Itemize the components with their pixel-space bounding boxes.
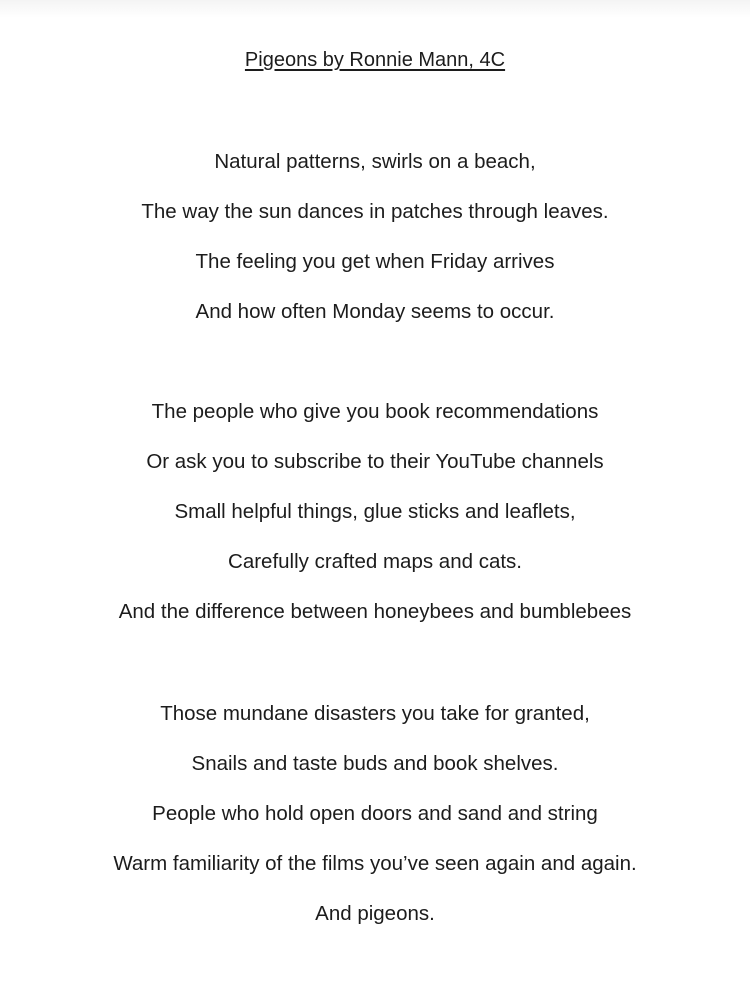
stanza-2-line-1: The people who give you book recommendations — [151, 400, 599, 423]
poem-title-text: Pigeons by Ronnie Mann, 4C — [244, 49, 506, 71]
stanza-3-line-1: Those mundane disasters you take for granted, — [160, 702, 590, 725]
stanza-1-line-1: Natural patterns, swirls on a beach, — [214, 150, 536, 173]
stanza-1-line-2: The way the sun dances in patches through leaves. — [141, 200, 609, 223]
stanza-1-line-4: And how often Monday seems to occur. — [195, 300, 555, 323]
stanza-3-line-2: Snails and taste buds and book shelves. — [191, 752, 559, 775]
poem-title — [0, 46, 750, 74]
stanza-2-line-3: Small helpful things, glue sticks and leaflets, — [174, 500, 576, 523]
stanza-2-line-4: Carefully crafted maps and cats. — [228, 550, 522, 573]
stanza-3-line-3: People who hold open doors and sand and string — [152, 802, 598, 825]
stanza-2-line-2: Or ask you to subscribe to their YouTube channels — [146, 450, 604, 473]
stanza-3-line-5: And pigeons. — [315, 902, 435, 925]
stanza-3-line-4: Warm familiarity of the films you’ve seen again and again. — [113, 852, 637, 875]
stanza-2-line-5: And the difference between honeybees and bumblebees — [118, 600, 632, 623]
stanza-1-line-3: The feeling you get when Friday arrives — [195, 250, 555, 273]
